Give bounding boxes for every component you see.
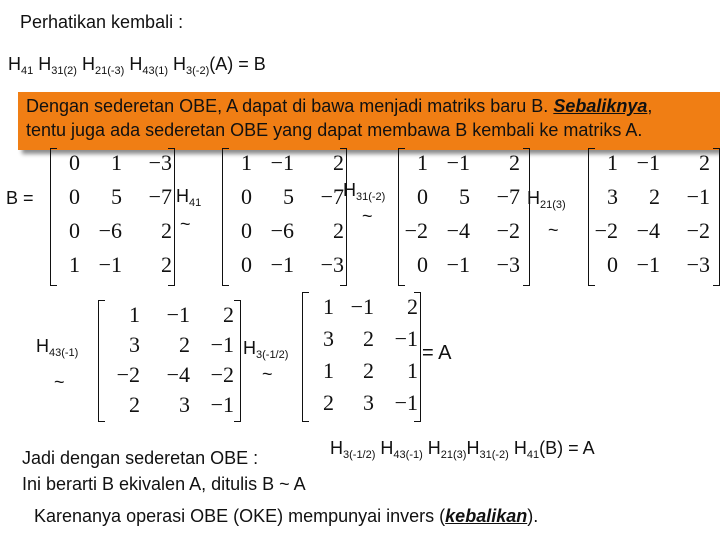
matrix-cell: 3 [129,332,140,357]
matrix-cell: 2 [699,150,710,175]
matrix-cell: 3 [323,326,334,351]
matrix-cell: −1 [270,150,294,175]
matrix-cell: −3 [320,252,344,277]
matrix-cell: −7 [320,184,344,209]
matrix-cell: −3 [496,252,520,277]
matrix-cell: −1 [210,332,234,357]
matrix-cell: 1 [323,294,334,319]
matrix-cell: 1 [417,150,428,175]
matrix-cell: 3 [607,184,618,209]
matrix-cell: 2 [509,150,520,175]
matrix-cell: −1 [636,150,660,175]
matrix-cell: −7 [148,184,172,209]
matrix-cell: 1 [607,150,618,175]
matrix-cell: 2 [363,358,374,383]
conclusion-line-3: Karenanya operasi OBE (OKE) mempunyai invers (kebalikan). [34,506,539,526]
conclusion-formula: $H_{3(-1/2)}$ $H_{43(-1)}$ $H_{21(3)}H_{31(-2)}$ $H_{41}(B) = A$ [330,438,595,461]
tilde-2: ~ [362,206,373,226]
op-h31: $H_{31(-2)}$ [343,180,386,203]
matrix-cell: −1 [394,390,418,415]
tilde-1: ~ [180,214,191,234]
matrix-cell: 2 [223,302,234,327]
matrix-cell: 0 [607,252,618,277]
matrix-cell: 0 [241,218,252,243]
matrix-cell: 2 [161,252,172,277]
page-title: Perhatikan kembali : [20,12,184,32]
op-h43: $H_{43(-1)}$ [36,336,79,359]
matrix-cell: −1 [270,252,294,277]
op-h21: $H_{21(3)}$ [527,188,566,211]
matrix-cell: 1 [241,150,252,175]
tilde-4: ~ [54,372,65,392]
tilde-3: ~ [548,220,559,240]
matrix-cell: 3 [363,390,374,415]
equals-a: = A [422,342,452,364]
b-label: B = [6,188,34,208]
matrix-cell: −2 [594,218,618,243]
matrix-cell: −1 [166,302,190,327]
matrix-cell: 1 [323,358,334,383]
matrix-cell: 0 [69,184,80,209]
matrix-right-bracket [523,148,530,286]
matrix-cell: 2 [179,332,190,357]
matrix-right-bracket [713,148,720,286]
matrix-cell: 0 [241,252,252,277]
matrix-cell: 5 [459,184,470,209]
matrix-cell: 1 [69,252,80,277]
matrix-cell: 2 [323,390,334,415]
matrix-cell: 2 [649,184,660,209]
matrix-cell: −2 [210,362,234,387]
matrix-cell: 1 [111,150,122,175]
matrix-cell: −6 [98,218,122,243]
matrix-cell: −6 [270,218,294,243]
matrix-cell: −1 [446,252,470,277]
matrix-cell: −1 [446,150,470,175]
matrix-cell: 1 [407,358,418,383]
matrix-cell: 2 [333,218,344,243]
matrix-cell: 0 [69,150,80,175]
conclusion-line-2: Ini berarti B ekivalen A, ditulis B ~ A [22,474,306,494]
matrix-cell: −2 [496,218,520,243]
matrix-cell: 0 [69,218,80,243]
matrix-cell: −7 [496,184,520,209]
matrix-cell: −3 [686,252,710,277]
matrix-cell: −2 [116,362,140,387]
matrix-cell: −4 [636,218,660,243]
matrix-cell: −2 [404,218,428,243]
matrix-cell: 1 [129,302,140,327]
matrix-cell: 0 [417,252,428,277]
matrix-cell: 0 [417,184,428,209]
op-h41: $H_{41}$ [176,186,202,209]
matrix-cell: −1 [394,326,418,351]
matrix-cell: 2 [161,218,172,243]
callout-box [18,92,720,150]
matrix-cell: −1 [210,392,234,417]
matrix-cell: −4 [166,362,190,387]
callout-line-2: tentu juga ada sederetan OBE yang dapat membawa B kembali ke matriks A. [26,120,643,140]
matrix-cell: −1 [350,294,374,319]
matrix-cell: −1 [686,184,710,209]
matrix-cell: −2 [686,218,710,243]
formula-1: $H_{41}$ $H_{31(2)}$ $H_{21(-3)}$ $H_{43(1)}$ $H_{3(-2)}(A) = B$ [8,54,266,77]
matrix-cell: 0 [241,184,252,209]
matrix-cell: −1 [636,252,660,277]
matrix-cell: 2 [363,326,374,351]
matrix-cell: −4 [446,218,470,243]
matrix-cell: −3 [148,150,172,175]
matrix-cell: 3 [179,392,190,417]
matrix-cell: 5 [111,184,122,209]
matrix-cell: −1 [98,252,122,277]
matrix-right-bracket [234,300,241,422]
matrix-cell: 2 [407,294,418,319]
conclusion-label: Jadi dengan sederetan OBE : [22,448,259,468]
op-h3: $H_{3(-1/2)}$ [243,338,289,361]
matrix-cell: 5 [283,184,294,209]
matrix-cell: 2 [129,392,140,417]
callout-line-1: Dengan sederetan OBE, A dapat di bawa menjadi matriks baru B. Sebaliknya, [26,96,653,116]
tilde-5: ~ [262,364,273,384]
matrix-cell: 2 [333,150,344,175]
